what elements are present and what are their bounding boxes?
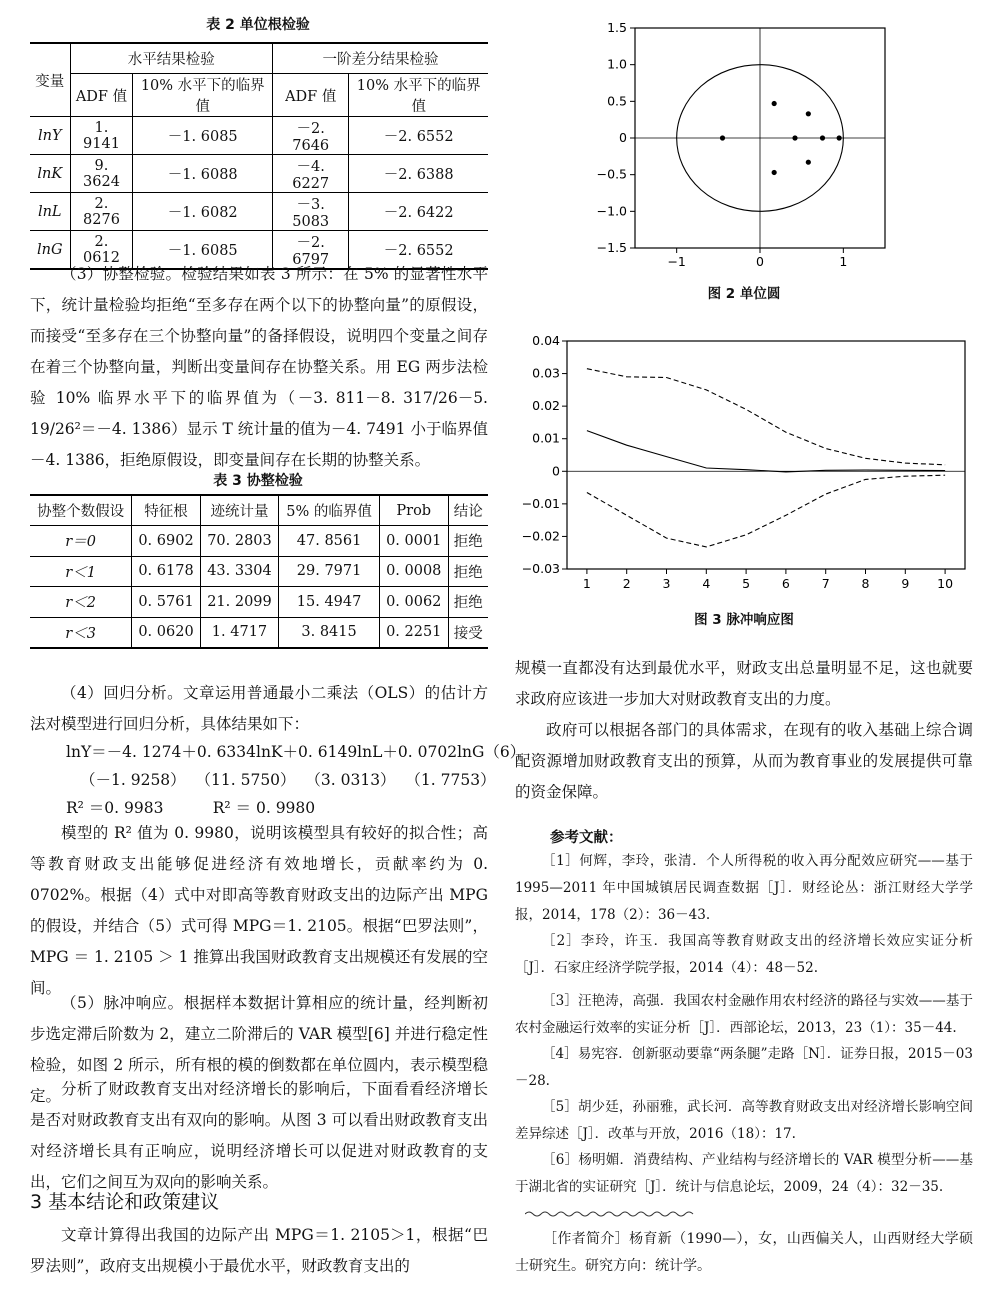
x-tick-label: 0	[756, 254, 764, 269]
reference-item: ［5］胡少廷，孙丽雅，武长河．高等教育财政支出对经济增长影响空间差异综述［J］．改革与开放，2016（18）：17.	[515, 1099, 973, 1142]
table-row: r＜2 0. 5761 21. 2099 15. 4947 0. 0062 拒绝	[30, 587, 488, 618]
header-level-test: 水平结果检验	[70, 43, 273, 74]
section-heading-3: 3 基本结论和政策建议	[30, 1191, 220, 1213]
table-row: lnY 1. 9141 －1. 6085 －2. 7646 －2. 6552	[30, 117, 488, 155]
confidence-band-line	[587, 475, 945, 547]
y-tick-label: 0.04	[532, 333, 560, 348]
x-tick-label: 2	[622, 576, 631, 591]
paragraph-regression: （4）回归分析。文章运用普通最小二乘法（OLS）的估计方法对模型进行回归分析，具体结果如下：	[30, 684, 488, 733]
x-tick-label: 10	[937, 576, 954, 591]
table-row: lnL 2. 8276 －1. 6082 －3. 5083 －2. 6422	[30, 193, 488, 231]
root-point	[837, 135, 842, 140]
table-row: lnK 9. 3624 －1. 6088 －4. 6227 －2. 6388	[30, 155, 488, 193]
y-tick-label: 0.01	[532, 430, 560, 446]
header-critical: 10% 水平下的临界值	[133, 74, 273, 117]
paragraph-model-fit: 模型的 R² 值为 0. 9980，说明该模型具有较好的拟合性；高等教育财政支出能够促进经济有效地增长，贡献率约为 0. 0702%。根据（4）式中对即高等教育财政支出的边际产出 MPG 的假设，并结合（5）式可得 MPG＝1. 2105。根据“巴罗法则”，MPG ＝ 1. 2105 ＞ 1 推算出我国财政教育支出规模还有发展的空间。	[30, 824, 488, 997]
table-row: lnG 2. 0612 －1. 6085 －2. 6797 －2. 6552	[30, 231, 488, 270]
author-note: ［作者简介］杨育新（1990—），女，山西偏关人，山西财经大学硕士研究生。研究方向：统计学。	[515, 1231, 973, 1274]
root-point	[772, 170, 777, 175]
y-tick-label: 1.5	[607, 20, 627, 35]
reference-item: ［1］何辉，李玲，张清．个人所得税的收入再分配效应研究——基于 1995—2011 年中国城镇居民调查数据［J］．财经论丛：浙江财经大学学报，2014，178（2）：36－43.	[515, 853, 973, 923]
y-tick-label: 0	[552, 463, 560, 479]
unit-root-table	[30, 42, 488, 270]
reference-item: ［4］易宪容．创新驱动要靠“两条腿”走路［N］．证券日报，2015－03－28.	[515, 1046, 973, 1089]
x-tick-label: 1	[582, 576, 591, 591]
root-point	[806, 160, 811, 165]
paragraph-right-1: 规模一直都没有达到最优水平，财政支出总量明显不足，这也就要求政府应该进一步加大对财政教育支出的力度。	[515, 659, 973, 708]
paragraph-analysis: 分析了财政教育支出对经济增长的影响后，下面看看经济增长是否对财政教育支出有双向的影响。从图 3 可以看出财政教育支出对经济增长具有正响应，说明经济增长可以促进对财政教育的支出，它们之间互为双向的影响关系。	[30, 1080, 488, 1191]
unit-circle-chart	[515, 20, 973, 290]
header-conclusion: 结论	[448, 495, 488, 526]
x-tick-label: 5	[742, 576, 751, 591]
header-critical5: 5% 的临界值	[279, 495, 380, 526]
header-variable: 变量	[30, 43, 70, 117]
y-tick-label: 0.03	[532, 365, 560, 381]
x-tick-label: 3	[662, 576, 671, 591]
paragraph-cointegration: （3）协整检验。检验结果如表 3 所示：在 5% 的显著性水平下，统计量检验均拒绝“至多存在两个以下的协整向量”的原假设，而接受“至多存在三个协整向量”的备择假设，说明四个变量之间存在着三个协整向量，判断出变量间存在协整关系。用 EG 两步法检验 10% 临界水平下的临界值为（－3. 811－8. 317/26－5. 19/26²＝－4. 1386）显示 T 统计量的值为－4. 7491 小于临界值－4. 1386，拒绝原假设，即变量间存在长期的协整关系。	[30, 265, 488, 469]
table-row: r＝0 0. 6902 70. 2803 47. 8561 0. 0001 拒绝	[30, 526, 488, 557]
root-point	[720, 135, 725, 140]
root-point	[792, 135, 797, 140]
x-tick-label: 7	[821, 576, 830, 591]
references-title: 参考文献：	[550, 830, 623, 846]
header-adf: ADF 值	[70, 74, 133, 117]
x-tick-label: −1	[667, 254, 686, 269]
right-column	[515, 0, 973, 1299]
reference-item: ［3］汪艳涛，高强．我国农村金融作用农村经济的路径与实效——基于农村金融运行效率的实证分析［J］．西部论坛，2013，23（1）：35－44.	[515, 993, 973, 1036]
root-point	[820, 135, 825, 140]
figure2-caption: 图 2 单位圆	[707, 286, 781, 302]
figure3-caption: 图 3 脉冲响应图	[694, 612, 794, 628]
y-tick-label: −1.5	[596, 240, 627, 255]
confidence-band-line	[587, 369, 945, 465]
header-adf: ADF 值	[273, 74, 349, 117]
header-eigen: 特征根	[132, 495, 201, 526]
x-tick-label: 8	[861, 576, 870, 591]
y-tick-label: −0.02	[521, 528, 560, 544]
paragraph-conclusion: 文章计算得出我国的边际产出 MPG＝1. 2105＞1，根据“巴罗法则”，政府支出规模小于最优水平，财政教育支出的	[30, 1226, 488, 1275]
header-prob: Prob	[379, 495, 448, 526]
root-point	[772, 101, 777, 106]
table-row: r＜1 0. 6178 43. 3304 29. 7971 0. 0008 拒绝	[30, 556, 488, 587]
table-row: r＜3 0. 0620 1. 4717 3. 8415 0. 2251 接受	[30, 617, 488, 648]
y-tick-label: −0.03	[521, 561, 560, 576]
x-tick-label: 6	[781, 576, 790, 591]
root-point	[806, 111, 811, 116]
y-tick-label: 1.0	[607, 56, 627, 72]
table2-caption: 表 2 单位根检验	[206, 17, 310, 33]
header-diff-test: 一阶差分结果检验	[273, 43, 488, 74]
header-critical: 10% 水平下的临界值	[349, 74, 488, 117]
x-tick-label: 4	[702, 576, 711, 591]
cointegration-table	[30, 494, 488, 649]
y-tick-label: 0	[619, 130, 627, 145]
impulse-response-chart	[515, 333, 973, 603]
reference-item: ［6］杨明媚．消费结构、产业结构与经济增长的 VAR 模型分析——基于湖北省的实证研究［J］．统计与信息论坛，2009，24（4）：32－35.	[515, 1152, 973, 1195]
header-hypothesis: 协整个数假设	[30, 495, 132, 526]
regression-equation: lnY＝－4. 1274＋0. 6334lnK＋0. 6149lnL＋0. 0702lnG（6）	[66, 743, 526, 761]
x-tick-label: 1	[839, 254, 848, 269]
paragraph-impulse: （5）脉冲响应。根据样本数据计算相应的统计量，经判断初步选定滞后阶数为 2，建立二阶滞后的 VAR 模型[6] 并进行稳定性检验，如图 2 所示，所有根的模的倒数都在单位圆内，表示模型稳定。	[30, 994, 488, 1105]
plot-frame	[567, 341, 965, 569]
wavy-divider	[525, 1209, 695, 1219]
regression-t-values: （－1. 9258） （11. 5750） （3. 0313） （1. 7753）	[80, 771, 496, 789]
regression-r-squared: R² ＝0. 9983 R² ＝ 0. 9980	[66, 799, 316, 817]
y-tick-label: −1.0	[596, 203, 627, 219]
y-tick-label: 0.02	[532, 398, 560, 414]
reference-item: ［2］李玲，许玉．我国高等教育财政支出的经济增长效应实证分析［J］．石家庄经济学院学报，2014（4）：48－52.	[515, 933, 973, 976]
header-trace: 迹统计量	[200, 495, 278, 526]
y-tick-label: 0.5	[607, 93, 627, 109]
paragraph-right-2: 政府可以根据各部门的具体需求，在现有的收入基础上综合调配资源增加财政教育支出的预算，从而为教育事业的发展提供可靠的资金保障。	[515, 721, 973, 801]
x-tick-label: 9	[901, 576, 910, 591]
response-line	[587, 431, 945, 472]
table3-caption: 表 3 协整检验	[213, 473, 303, 489]
y-tick-label: −0.01	[521, 495, 560, 511]
y-tick-label: −0.5	[596, 166, 627, 182]
